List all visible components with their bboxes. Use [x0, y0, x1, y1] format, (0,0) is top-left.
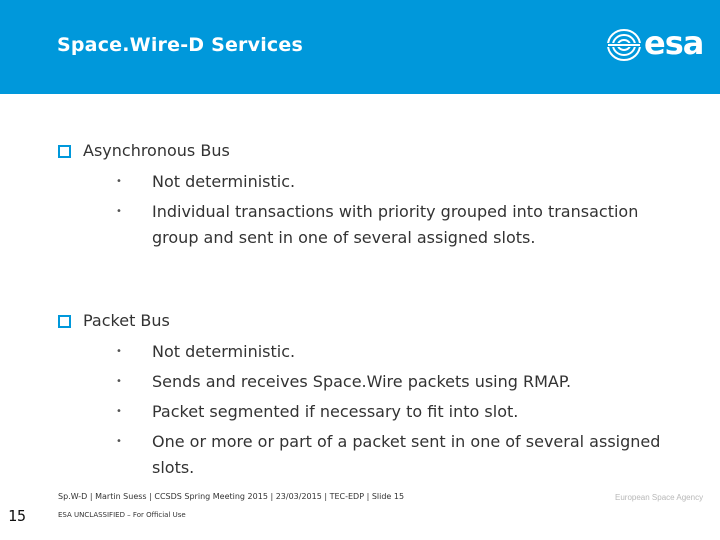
esa-logo-text: esa — [644, 24, 704, 62]
bullet-icon: • — [116, 176, 122, 187]
esa-logo — [606, 24, 706, 64]
bullet-icon: • — [116, 346, 122, 357]
list-item-text: Not deterministic. — [152, 342, 296, 361]
footer-meta: Sp.W-D | Martin Suess | CCSDS Spring Meeting 2015 | 23/03/2015 | TEC-EDP | Slide 15 — [58, 492, 405, 501]
header-bar — [0, 0, 720, 94]
checkbox-bullet-icon — [58, 315, 71, 328]
checkbox-bullet-icon — [58, 145, 71, 158]
section-heading-packet-bus — [58, 311, 170, 330]
bullet-icon: • — [116, 206, 122, 217]
bullet-icon: • — [116, 376, 122, 387]
agency-name: European Space Agency — [615, 493, 704, 502]
list-item-text: Packet segmented if necessary to fit into slot. — [152, 402, 519, 421]
esa-logo-icon — [606, 28, 642, 62]
section-heading-text: Packet Bus — [83, 311, 170, 330]
bullet-icon: • — [116, 436, 122, 447]
list-item-text: Individual transactions with priority grouped into transaction group and sent in one of several assigned slots. — [152, 202, 639, 247]
section-heading-asynchronous-bus — [58, 141, 230, 160]
section-heading-text: Asynchronous Bus — [83, 141, 230, 160]
list-item-text: Not deterministic. — [152, 172, 296, 191]
slide-title: Space.Wire-D Services — [57, 34, 303, 56]
list-item-text: Sends and receives Space.Wire packets using RMAP. — [152, 372, 572, 391]
list-item-text: One or more or part of a packet sent in one of several assigned slots. — [152, 432, 661, 477]
page-number: 15 — [8, 507, 27, 525]
footer-classification: ESA UNCLASSIFIED – For Official Use — [58, 511, 186, 519]
bullet-icon: • — [116, 406, 122, 417]
